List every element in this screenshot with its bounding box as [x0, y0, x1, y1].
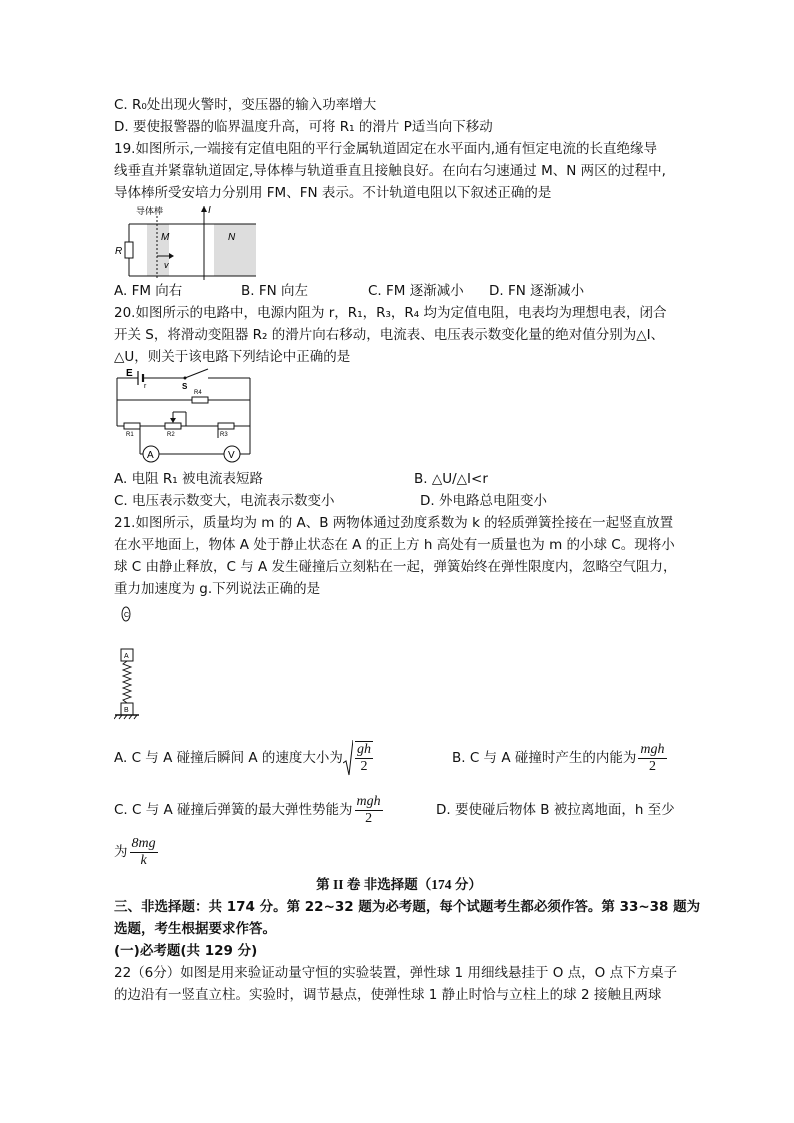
- q19-fig-rod-label: 导体棒: [136, 206, 164, 216]
- section3-line1: 三、非选择题：共 174 分。第 22~32 题为必考题，每个试题考生都必须作答。第 33~38 题为: [114, 899, 701, 915]
- q21-spring-figure: [114, 600, 154, 730]
- q20-option-d: D. 外电路总电阻变小: [420, 493, 547, 509]
- q21-fig-b-label: B: [124, 707, 129, 714]
- q21-option-d-cont: [114, 832, 684, 872]
- q20-option-b: B. △U/△I<r: [414, 471, 488, 487]
- q19-option-c: C. FM 逐渐减小: [368, 283, 464, 299]
- q20-stem-line2: 开关 S，将滑动变阻器 R₂ 的滑片向右移动，电流表、电压表示数变化量的绝对值分别为△I、: [114, 327, 665, 343]
- q21-stem-line2: 在水平地面上，物体 A 处于静止状态在 A 的正上方 h 高处有一质量也为 m 的小球 C。现将小: [114, 537, 675, 553]
- q20-fig-r2-label: R2: [167, 432, 175, 438]
- exam-page: [114, 94, 701, 1006]
- q19-fig-m-label: M: [161, 232, 170, 243]
- q19-fig-resistor-label: R: [115, 246, 123, 257]
- q19-option-a: A. FM 向右: [114, 283, 183, 299]
- q19-stem-line2: 线垂直并紧靠轨道固定,导体棒与轨道垂直且接触良好。在向右匀速通过 M、N 两区的过程中,: [114, 163, 666, 179]
- section-required-heading: (一)必考题(共 129 分): [114, 943, 258, 959]
- q20-option-a: A. 电阻 R₁ 被电流表短路: [114, 471, 263, 487]
- q21-options-row2: [114, 788, 684, 832]
- q21-stem-line1: 21.如图所示，质量均为 m 的 A、B 两物体通过劲度系数为 k 的轻质弹簧拴接在一起竖直放置: [114, 515, 674, 531]
- q21-option-c-frac: $\frac{\text{mgh}}{2}$: [356, 793, 381, 826]
- q21-fig-a-label: A: [124, 653, 129, 660]
- q21-options-row1: [114, 736, 684, 780]
- q19-fig-v-label: v: [164, 260, 169, 270]
- q21-stem-line3: 球 C 由静止释放，C 与 A 发生碰撞后立刻粘在一起，弹簧始终在弹性限度内，忽略空气阻力，: [114, 559, 677, 575]
- q20-stem-line3: △U，则关于该电路下列结论中正确的是: [114, 349, 351, 365]
- q19-fig-n-label: N: [228, 232, 236, 243]
- q21-option-d-prefix: 为: [114, 844, 128, 860]
- q20-stem-line1: 20.如图所示的电路中，电源内阻为 r，R₁，R₃，R₄ 均为定值电阻，电表均为理想电表，闭合: [114, 305, 667, 321]
- q20-fig-r3-label: R3: [220, 432, 228, 438]
- q20-circuit-figure: [114, 368, 264, 468]
- q21-option-a: [114, 739, 452, 777]
- q20-fig-voltmeter-label: V: [228, 450, 235, 461]
- sqrt-sign-icon: [343, 739, 353, 777]
- section3-line2: 选题，考生根据要求作答。: [114, 921, 276, 937]
- q21-option-d-text: D. 要使碰后物体 B 被拉离地面，h 至少: [436, 802, 675, 818]
- q21-option-a-frac: $\frac{gh}{2}$: [356, 742, 371, 774]
- q19-stem-line3: 导体棒所受安培力分别用 FM、FN 表示。不计轨道电阻以下叙述正确的是: [114, 185, 552, 201]
- q21-option-d-frac: $\frac{8mg}{k}$: [131, 835, 156, 868]
- q22-stem-line2: 的边沿有一竖直立柱。实验时，调节悬点，使弹性球 1 静止时恰与立柱上的球 2 接触且两球: [114, 987, 662, 1003]
- q19-option-d: D. FN 逐渐减小: [489, 283, 585, 299]
- q19-stem-line1: 19.如图所示,一端接有定值电阻的平行金属轨道固定在水平面内,通有恒定电流的长直绝缘导: [114, 141, 658, 157]
- part2-title: 第 II 卷 非选择题（174 分）: [316, 877, 482, 892]
- q21-option-b-frac: $\frac{\text{mgh}}{2}$: [640, 741, 665, 774]
- q20-option-c: C. 电压表示数变大，电流表示数变小: [114, 493, 335, 509]
- q21-option-c-text: C. C 与 A 碰撞后弹簧的最大弹性势能为: [114, 802, 353, 818]
- q20-fig-r-label: r: [144, 383, 147, 390]
- q21-option-c: [114, 794, 436, 827]
- q20-options-row1: [114, 468, 684, 490]
- q21-stem-line4: 重力加速度为 g.下列说法正确的是: [114, 581, 321, 597]
- q20-options-row2: [114, 490, 684, 512]
- q21-fig-c-label: C: [124, 612, 130, 619]
- q22-stem-line1: 22（6分）如图是用来验证动量守恒的实验装置，弹性球 1 用细线悬挂于 O 点，O 点下方桌子: [114, 965, 678, 981]
- q21-option-b-text: B. C 与 A 碰撞时产生的内能为: [452, 750, 637, 766]
- q21-option-a-text: A. C 与 A 碰撞后瞬间 A 的速度大小为: [114, 750, 343, 766]
- q20-fig-r4-label: R4: [194, 390, 202, 396]
- q19-options: [114, 280, 684, 302]
- q20-fig-r1-label: R1: [126, 432, 134, 438]
- q19-option-b: B. FN 向左: [241, 283, 308, 299]
- q18-option-c: C. R₀处出现火警时，变压器的输入功率增大: [114, 97, 377, 113]
- q21-option-b: [452, 742, 669, 775]
- q19-fig-current-label: I: [208, 205, 211, 216]
- q20-fig-ammeter-label: A: [147, 450, 154, 461]
- q18-option-d: D. 要使报警器的临界温度升高，可将 R₁ 的滑片 P适当向下移动: [114, 119, 493, 135]
- q19-rail-figure: [114, 204, 264, 280]
- q20-fig-e-label: E: [126, 368, 133, 379]
- q20-fig-s-label: S: [182, 382, 188, 391]
- q21-option-a-sqrt: [343, 739, 375, 777]
